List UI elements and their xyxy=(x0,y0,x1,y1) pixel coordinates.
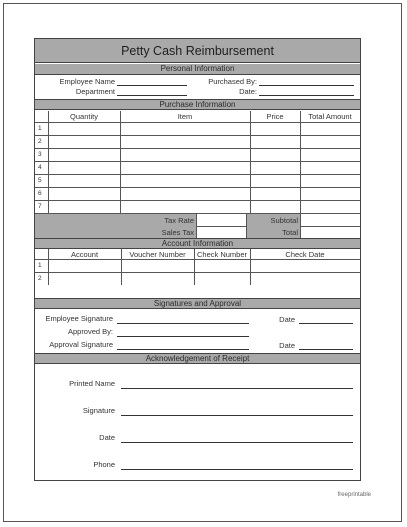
row-number: 7 xyxy=(38,203,42,210)
subtotal-label: Subtotal xyxy=(270,216,298,225)
sales-tax-label: Sales Tax xyxy=(161,228,194,237)
tax-rate-field[interactable] xyxy=(197,215,246,226)
personal-info-header xyxy=(35,64,360,75)
receipt-header xyxy=(35,353,360,364)
total-cells[interactable] xyxy=(301,123,360,213)
row-number: 2 xyxy=(38,275,42,282)
approved-by-label: Approved By: xyxy=(67,327,113,336)
department-label: Department xyxy=(75,87,115,96)
row-number: 1 xyxy=(38,125,42,132)
price-cells[interactable] xyxy=(251,123,300,213)
receipt-date-label: Date xyxy=(99,433,115,442)
employee-signature-label: Employee Signature xyxy=(45,314,113,323)
col-account: Account xyxy=(70,250,99,259)
approval-date-field[interactable] xyxy=(299,349,353,350)
receipt-signature-field[interactable] xyxy=(121,415,353,416)
department-field[interactable] xyxy=(117,95,187,96)
tax-rate-label: Tax Rate xyxy=(164,216,194,225)
col-check-number: Check Number xyxy=(196,250,248,259)
subtotal-field[interactable] xyxy=(301,215,360,226)
receipt-heading: Acknowledgement of Receipt xyxy=(145,354,250,363)
account-info-heading: Account Information xyxy=(161,239,234,248)
col-total-amount: Total Amount xyxy=(308,112,352,121)
account-info-header xyxy=(35,238,360,249)
receipt-date-field[interactable] xyxy=(121,442,353,443)
signature-date-field[interactable] xyxy=(299,323,353,324)
printed-name-label: Printed Name xyxy=(69,379,115,388)
row-number: 6 xyxy=(38,190,42,197)
check-date-cells[interactable] xyxy=(251,260,360,285)
quantity-cells[interactable] xyxy=(49,123,120,213)
signatures-header xyxy=(35,298,360,309)
col-check-date: Check Date xyxy=(285,250,325,259)
purchase-info-header xyxy=(35,99,360,110)
employee-name-label: Employee Name xyxy=(59,77,115,86)
row-number: 5 xyxy=(38,177,42,184)
approval-signature-label: Approval Signature xyxy=(49,340,113,349)
col-voucher-number: Voucher Number xyxy=(129,250,186,259)
voucher-cells[interactable] xyxy=(122,260,194,285)
petty-cash-form xyxy=(34,38,361,481)
date-label: Date: xyxy=(239,87,257,96)
printed-name-field[interactable] xyxy=(121,388,353,389)
row-number: 2 xyxy=(38,138,42,145)
date-field[interactable] xyxy=(259,95,354,96)
employee-signature-field[interactable] xyxy=(117,323,249,324)
form-title: Petty Cash Reimbursement xyxy=(121,44,274,58)
row-number: 4 xyxy=(38,164,42,171)
item-cells[interactable] xyxy=(121,123,250,213)
personal-info-heading: Personal Information xyxy=(160,64,235,73)
employee-name-field[interactable] xyxy=(117,85,187,86)
row-number: 3 xyxy=(38,151,42,158)
purchased-by-field[interactable] xyxy=(259,85,354,86)
total-label: Total xyxy=(282,228,298,237)
approved-by-field[interactable] xyxy=(117,336,249,337)
total-field[interactable] xyxy=(301,227,360,238)
title-bar xyxy=(35,39,360,63)
phone-field[interactable] xyxy=(121,469,353,470)
purchase-info-heading: Purchase Information xyxy=(159,100,236,109)
signature-date-label: Date xyxy=(279,315,295,324)
sales-tax-field[interactable] xyxy=(197,227,246,238)
purchased-by-label: Purchased By: xyxy=(208,77,257,86)
footer-watermark: freeprintable xyxy=(337,492,371,498)
account-cells[interactable] xyxy=(49,260,121,285)
row-number: 1 xyxy=(38,262,42,269)
col-item: Item xyxy=(177,112,193,121)
receipt-signature-label: Signature xyxy=(82,406,115,415)
phone-label: Phone xyxy=(93,460,115,469)
approval-date-label: Date xyxy=(279,341,295,350)
check-number-cells[interactable] xyxy=(195,260,250,285)
signatures-heading: Signatures and Approval xyxy=(153,299,242,308)
approval-signature-field[interactable] xyxy=(117,349,249,350)
col-quantity: Quantity xyxy=(70,112,98,121)
col-price: Price xyxy=(266,112,284,121)
